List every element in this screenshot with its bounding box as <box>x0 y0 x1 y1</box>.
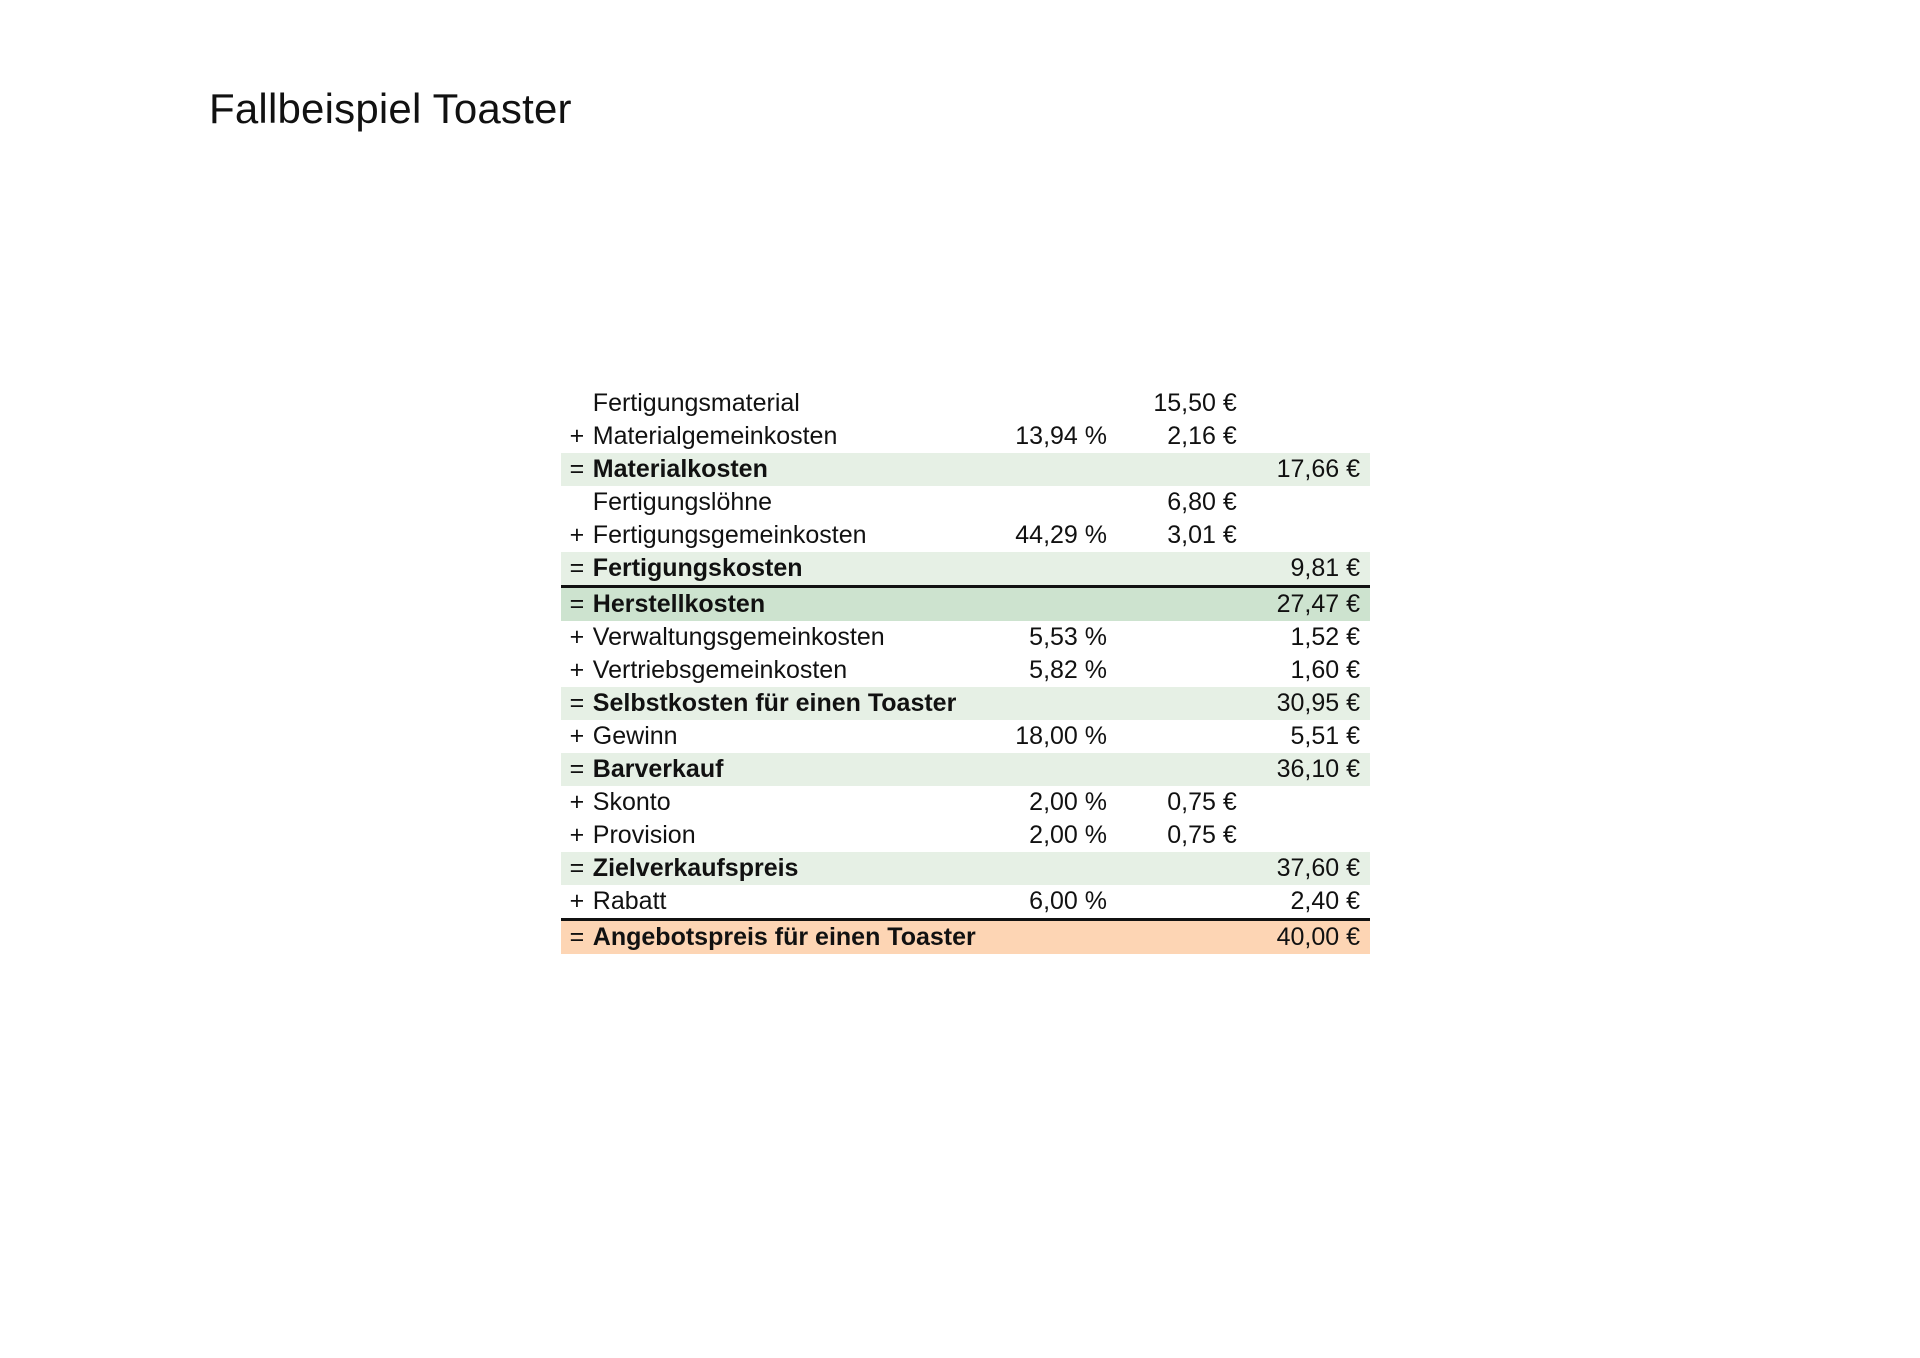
row-sign: = <box>561 920 593 955</box>
row-label: Skonto <box>592 788 671 816</box>
row-sign: + <box>569 521 585 549</box>
row-percentage <box>996 552 1107 587</box>
row-partial-value <box>1107 753 1237 786</box>
row-percentage <box>996 387 1107 420</box>
row-percentage: 5,82 % <box>1029 656 1108 684</box>
row-partial-value <box>1107 453 1237 486</box>
row-total-value <box>1237 519 1370 552</box>
row-label: Materialkosten <box>593 453 997 486</box>
row-sign: + <box>569 722 585 750</box>
row-total-value: 40,00 € <box>1237 920 1370 955</box>
row-percentage <box>996 486 1107 519</box>
row-sign: = <box>561 753 593 786</box>
table-row <box>561 621 1370 654</box>
table-row <box>561 387 1370 420</box>
row-label: Materialgemeinkosten <box>592 422 838 450</box>
row-total-value: 1,52 € <box>1290 623 1360 651</box>
row-total-value: 17,66 € <box>1237 453 1370 486</box>
major-row-herstellkosten <box>561 587 1370 622</box>
row-partial-value <box>1107 687 1237 720</box>
row-total-value <box>1237 387 1370 420</box>
row-total-value: 37,60 € <box>1237 852 1370 885</box>
row-percentage: 44,29 % <box>1015 521 1108 549</box>
table-row <box>561 486 1370 519</box>
row-sign: + <box>569 887 585 915</box>
row-sign <box>561 486 593 519</box>
row-label: Fertigungskosten <box>593 552 997 587</box>
row-partial-value <box>1107 920 1237 955</box>
table-row <box>561 786 1370 819</box>
row-percentage: 5,53 % <box>1029 623 1108 651</box>
row-percentage: 18,00 % <box>1015 722 1108 750</box>
row-label: Gewinn <box>592 722 678 750</box>
row-total-value: 2,40 € <box>1290 887 1360 915</box>
table-row <box>561 654 1370 687</box>
subtotal-row-barverkauf <box>561 753 1370 786</box>
row-label: Angebotspreis für einen Toaster <box>593 920 997 955</box>
row-sign: = <box>561 552 593 587</box>
subtotal-row-selbstkosten <box>561 687 1370 720</box>
subtotal-row-fertigungskosten <box>561 552 1370 587</box>
row-percentage: 6,00 % <box>1029 887 1108 915</box>
table-row <box>561 519 1370 552</box>
row-sign: + <box>569 623 585 651</box>
subtotal-row-zielverkaufspreis <box>561 852 1370 885</box>
row-sign <box>561 387 593 420</box>
row-partial-value <box>1107 621 1237 654</box>
row-label: Fertigungsgemeinkosten <box>592 521 867 549</box>
cost-calculation-table <box>561 387 1370 954</box>
row-partial-value: 6,80 € <box>1167 488 1237 516</box>
row-total-value: 9,81 € <box>1237 552 1370 587</box>
row-partial-value: 3,01 € <box>1167 521 1237 549</box>
table-row <box>561 420 1370 453</box>
row-percentage <box>996 687 1107 720</box>
row-label: Zielverkaufspreis <box>593 852 997 885</box>
final-row-angebotspreis <box>561 920 1370 955</box>
row-label: Rabatt <box>592 887 667 915</box>
row-label: Fertigungslöhne <box>592 488 773 516</box>
row-total-value: 5,51 € <box>1290 722 1360 750</box>
row-sign: = <box>561 587 593 622</box>
row-sign: = <box>561 852 593 885</box>
row-partial-value <box>1107 587 1237 622</box>
row-total-value: 1,60 € <box>1290 656 1360 684</box>
row-total-value: 27,47 € <box>1237 587 1370 622</box>
row-sign: + <box>569 656 585 684</box>
row-percentage: 2,00 % <box>1029 788 1108 816</box>
row-sign: + <box>569 788 585 816</box>
row-percentage <box>996 753 1107 786</box>
row-partial-value <box>1107 654 1237 687</box>
row-sign: + <box>569 821 585 849</box>
row-label: Selbstkosten für einen Toaster <box>593 687 997 720</box>
row-percentage <box>996 587 1107 622</box>
row-sign: = <box>561 453 593 486</box>
row-label: Provision <box>592 821 696 849</box>
row-total-value <box>1237 819 1370 852</box>
row-total-value: 36,10 € <box>1237 753 1370 786</box>
row-partial-value <box>1107 885 1237 920</box>
subtotal-row-materialkosten <box>561 453 1370 486</box>
row-percentage: 2,00 % <box>1029 821 1108 849</box>
row-partial-value: 2,16 € <box>1167 422 1237 450</box>
page-title: Fallbeispiel Toaster <box>209 85 572 132</box>
row-partial-value: 0,75 € <box>1167 821 1237 849</box>
row-label: Herstellkosten <box>593 587 997 622</box>
row-sign: = <box>561 687 593 720</box>
cost-calculation-body <box>561 387 1370 954</box>
row-partial-value <box>1107 552 1237 587</box>
row-percentage <box>996 852 1107 885</box>
row-partial-value <box>1107 852 1237 885</box>
row-label: Barverkauf <box>593 753 997 786</box>
row-percentage: 13,94 % <box>1015 422 1108 450</box>
table-row <box>561 819 1370 852</box>
row-total-value <box>1237 486 1370 519</box>
row-percentage <box>996 920 1107 955</box>
row-partial-value: 0,75 € <box>1167 788 1237 816</box>
table-row <box>561 885 1370 920</box>
table-row <box>561 720 1370 753</box>
row-partial-value <box>1107 720 1237 753</box>
row-sign: + <box>569 422 585 450</box>
row-total-value <box>1237 420 1370 453</box>
row-total-value: 30,95 € <box>1237 687 1370 720</box>
row-percentage <box>996 453 1107 486</box>
row-label: Verwaltungsgemeinkosten <box>592 623 885 651</box>
row-label: Fertigungsmaterial <box>592 389 800 417</box>
row-label: Vertriebsgemeinkosten <box>592 656 848 684</box>
row-partial-value: 15,50 € <box>1153 389 1237 417</box>
row-total-value <box>1237 786 1370 819</box>
